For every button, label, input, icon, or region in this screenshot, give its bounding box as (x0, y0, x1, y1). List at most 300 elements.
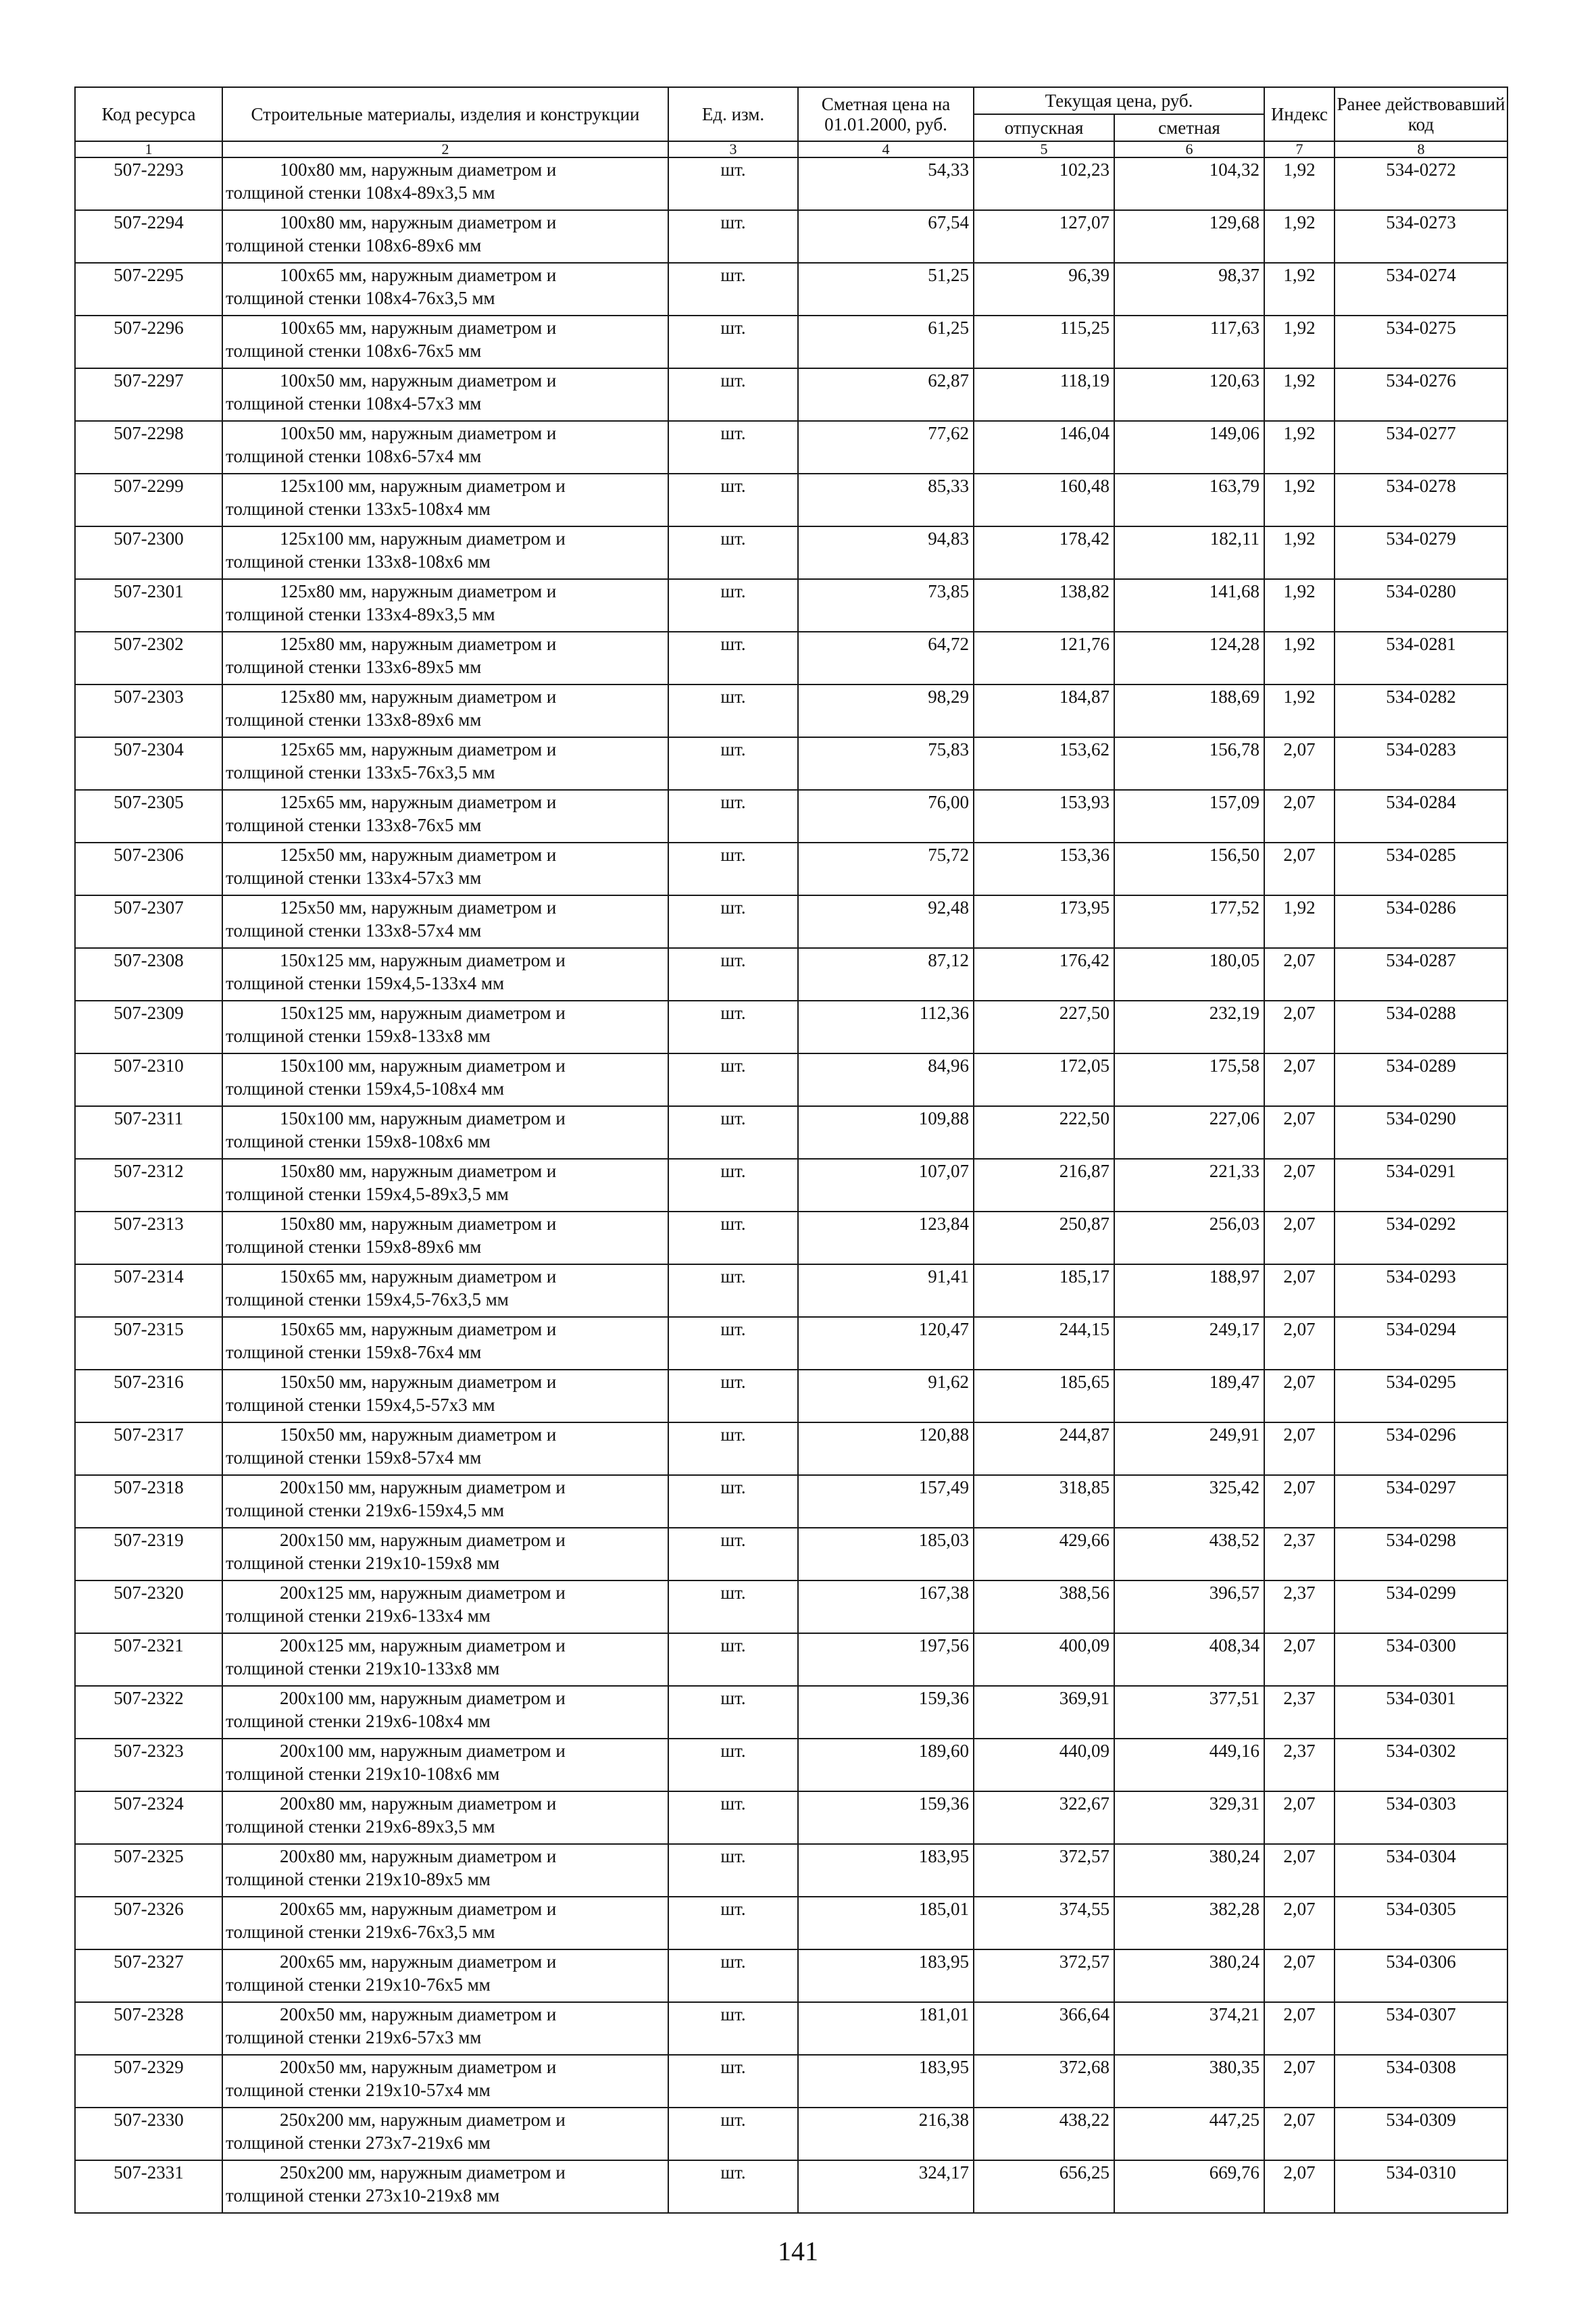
unit-of-measure: шт. (668, 737, 798, 790)
resource-code: 507-2300 (75, 526, 222, 579)
description-line-2: толщиной стенки 219х10-76х5 мм (226, 1974, 491, 1995)
material-description (222, 1212, 668, 1264)
price-index: 2,37 (1264, 1686, 1335, 1739)
material-description (222, 1791, 668, 1844)
table-row (75, 948, 1507, 1001)
price-index: 2,07 (1264, 2002, 1335, 2055)
price-index: 2,07 (1264, 843, 1335, 895)
unit-of-measure: шт. (668, 1370, 798, 1422)
resource-code: 507-2321 (75, 1633, 222, 1686)
base-price: 189,60 (798, 1739, 974, 1791)
material-description (222, 895, 668, 948)
old-code: 534-0277 (1335, 421, 1507, 474)
current-release-price: 438,22 (974, 2108, 1114, 2160)
material-description (222, 737, 668, 790)
current-estimate-price: 149,06 (1114, 421, 1264, 474)
description-line-1: 125х100 мм, наружным диаметром и (280, 476, 566, 496)
current-release-price: 369,91 (974, 1686, 1114, 1739)
description-line-1: 200х125 мм, наружным диаметром и (280, 1583, 566, 1603)
table-row (75, 421, 1507, 474)
resource-code: 507-2322 (75, 1686, 222, 1739)
description-line-2: толщиной стенки 159х4,5-76х3,5 мм (226, 1289, 509, 1310)
old-code: 534-0295 (1335, 1370, 1507, 1422)
base-price: 73,85 (798, 579, 974, 632)
base-price: 84,96 (798, 1053, 974, 1106)
material-description (222, 1739, 668, 1791)
material-description (222, 1159, 668, 1212)
description-line-2: толщиной стенки 219х6-76х3,5 мм (226, 1922, 495, 1942)
resource-code: 507-2316 (75, 1370, 222, 1422)
price-index: 2,07 (1264, 1264, 1335, 1317)
old-code: 534-0308 (1335, 2055, 1507, 2108)
description-line-1: 125х65 мм, наружным диаметром и (280, 739, 557, 760)
price-index: 2,37 (1264, 1580, 1335, 1633)
material-description (222, 1106, 668, 1159)
current-estimate-price: 249,17 (1114, 1317, 1264, 1370)
unit-of-measure: шт. (668, 1422, 798, 1475)
current-release-price: 656,25 (974, 2160, 1114, 2213)
current-release-price: 322,67 (974, 1791, 1114, 1844)
old-code: 534-0301 (1335, 1686, 1507, 1739)
current-estimate-price: 104,32 (1114, 157, 1264, 210)
current-estimate-price: 377,51 (1114, 1686, 1264, 1739)
old-code: 534-0280 (1335, 579, 1507, 632)
old-code: 534-0300 (1335, 1633, 1507, 1686)
unit-of-measure: шт. (668, 1897, 798, 1949)
current-release-price: 372,57 (974, 1949, 1114, 2002)
resource-code: 507-2326 (75, 1897, 222, 1949)
current-release-price: 173,95 (974, 895, 1114, 948)
current-estimate-price: 98,37 (1114, 263, 1264, 316)
old-code: 534-0274 (1335, 263, 1507, 316)
header-old-code: Ранее действовавший код (1335, 87, 1507, 141)
resource-code: 507-2324 (75, 1791, 222, 1844)
description-line-1: 125х50 мм, наружным диаметром и (280, 897, 557, 918)
table-body (75, 157, 1507, 2213)
current-estimate-price: 380,24 (1114, 1844, 1264, 1897)
table-row (75, 1475, 1507, 1528)
material-description (222, 1264, 668, 1317)
column-number: 3 (668, 141, 798, 157)
description-line-1: 150х80 мм, наружным диаметром и (280, 1161, 557, 1181)
unit-of-measure: шт. (668, 1106, 798, 1159)
unit-of-measure: шт. (668, 1317, 798, 1370)
table-row (75, 210, 1507, 263)
unit-of-measure: шт. (668, 1528, 798, 1580)
header-current-estimate: сметная (1114, 114, 1264, 141)
unit-of-measure: шт. (668, 2160, 798, 2213)
description-line-1: 125х100 мм, наружным диаметром и (280, 528, 566, 549)
old-code: 534-0294 (1335, 1317, 1507, 1370)
description-line-1: 150х50 мм, наружным диаметром и (280, 1372, 557, 1392)
resource-code: 507-2295 (75, 263, 222, 316)
current-estimate-price: 189,47 (1114, 1370, 1264, 1422)
column-number: 2 (222, 141, 668, 157)
current-estimate-price: 182,11 (1114, 526, 1264, 579)
base-price: 123,84 (798, 1212, 974, 1264)
table-row (75, 1159, 1507, 1212)
current-estimate-price: 188,97 (1114, 1264, 1264, 1317)
old-code: 534-0307 (1335, 2002, 1507, 2055)
material-description (222, 368, 668, 421)
description-line-1: 100х65 мм, наружным диаметром и (280, 265, 557, 285)
resource-code: 507-2315 (75, 1317, 222, 1370)
table-row (75, 1317, 1507, 1370)
description-line-2: толщиной стенки 159х8-108х6 мм (226, 1131, 491, 1151)
unit-of-measure: шт. (668, 1686, 798, 1739)
resource-code: 507-2297 (75, 368, 222, 421)
price-index: 2,07 (1264, 1317, 1335, 1370)
description-line-2: толщиной стенки 108х4-89х3,5 мм (226, 182, 495, 203)
old-code: 534-0297 (1335, 1475, 1507, 1528)
resource-code: 507-2319 (75, 1528, 222, 1580)
unit-of-measure: шт. (668, 157, 798, 210)
description-line-1: 150х125 мм, наружным диаметром и (280, 1003, 566, 1023)
old-code: 534-0288 (1335, 1001, 1507, 1053)
current-release-price: 153,93 (974, 790, 1114, 843)
current-release-price: 400,09 (974, 1633, 1114, 1686)
description-line-1: 125х80 мм, наружным диаметром и (280, 634, 557, 654)
header-current-release: отпускная (974, 114, 1114, 141)
old-code: 534-0283 (1335, 737, 1507, 790)
resource-code: 507-2308 (75, 948, 222, 1001)
column-number: 6 (1114, 141, 1264, 157)
old-code: 534-0272 (1335, 157, 1507, 210)
description-line-2: толщиной стенки 219х10-57х4 мм (226, 2080, 491, 2100)
current-estimate-price: 117,63 (1114, 316, 1264, 368)
base-price: 159,36 (798, 1791, 974, 1844)
old-code: 534-0278 (1335, 474, 1507, 526)
header-base-price: Сметная цена на 01.01.2000, руб. (798, 87, 974, 141)
current-estimate-price: 124,28 (1114, 632, 1264, 684)
current-estimate-price: 396,57 (1114, 1580, 1264, 1633)
table-row (75, 157, 1507, 210)
price-index: 2,07 (1264, 790, 1335, 843)
base-price: 107,07 (798, 1159, 974, 1212)
old-code: 534-0302 (1335, 1739, 1507, 1791)
current-release-price: 366,64 (974, 2002, 1114, 2055)
price-index: 2,07 (1264, 1106, 1335, 1159)
description-line-1: 250х200 мм, наружным диаметром и (280, 2110, 566, 2130)
old-code: 534-0279 (1335, 526, 1507, 579)
unit-of-measure: шт. (668, 1844, 798, 1897)
price-index: 2,07 (1264, 1791, 1335, 1844)
description-line-2: толщиной стенки 133х4-89х3,5 мм (226, 604, 495, 624)
current-estimate-price: 141,68 (1114, 579, 1264, 632)
unit-of-measure: шт. (668, 843, 798, 895)
resource-code: 507-2301 (75, 579, 222, 632)
old-code: 534-0275 (1335, 316, 1507, 368)
current-release-price: 318,85 (974, 1475, 1114, 1528)
current-estimate-price: 163,79 (1114, 474, 1264, 526)
material-description (222, 579, 668, 632)
current-release-price: 176,42 (974, 948, 1114, 1001)
description-line-1: 100х80 мм, наружным диаметром и (280, 212, 557, 232)
base-price: 94,83 (798, 526, 974, 579)
material-description (222, 2055, 668, 2108)
old-code: 534-0289 (1335, 1053, 1507, 1106)
page-number: 141 (778, 2236, 818, 2266)
resource-code: 507-2303 (75, 684, 222, 737)
table-row (75, 474, 1507, 526)
resource-code: 507-2298 (75, 421, 222, 474)
unit-of-measure: шт. (668, 1475, 798, 1528)
current-estimate-price: 374,21 (1114, 2002, 1264, 2055)
description-line-2: толщиной стенки 133х8-108х6 мм (226, 551, 491, 572)
base-price: 85,33 (798, 474, 974, 526)
table-row (75, 1949, 1507, 2002)
table-row (75, 1370, 1507, 1422)
current-estimate-price: 382,28 (1114, 1897, 1264, 1949)
price-index: 2,07 (1264, 1422, 1335, 1475)
current-release-price: 121,76 (974, 632, 1114, 684)
resource-code: 507-2329 (75, 2055, 222, 2108)
description-line-2: толщиной стенки 133х4-57х3 мм (226, 868, 482, 888)
description-line-1: 250х200 мм, наружным диаметром и (280, 2162, 566, 2183)
price-index: 1,92 (1264, 474, 1335, 526)
header-current-price: Текущая цена, руб. (974, 87, 1264, 114)
price-index: 1,92 (1264, 421, 1335, 474)
description-line-1: 200х125 мм, наружным диаметром и (280, 1635, 566, 1656)
current-estimate-price: 232,19 (1114, 1001, 1264, 1053)
current-release-price: 216,87 (974, 1159, 1114, 1212)
description-line-1: 200х50 мм, наружным диаметром и (280, 2004, 557, 2024)
current-release-price: 244,87 (974, 1422, 1114, 1475)
current-estimate-price: 188,69 (1114, 684, 1264, 737)
material-description (222, 843, 668, 895)
resource-code: 507-2302 (75, 632, 222, 684)
resource-code: 507-2314 (75, 1264, 222, 1317)
current-estimate-price: 380,24 (1114, 1949, 1264, 2002)
current-estimate-price: 120,63 (1114, 368, 1264, 421)
current-estimate-price: 227,06 (1114, 1106, 1264, 1159)
base-price: 75,72 (798, 843, 974, 895)
material-description (222, 632, 668, 684)
table-row (75, 1580, 1507, 1633)
price-index: 2,07 (1264, 737, 1335, 790)
material-description (222, 1686, 668, 1739)
material-description (222, 2108, 668, 2160)
price-index: 1,92 (1264, 368, 1335, 421)
price-index: 2,07 (1264, 1897, 1335, 1949)
material-description (222, 1897, 668, 1949)
description-line-1: 150х100 мм, наружным диаметром и (280, 1108, 566, 1128)
old-code: 534-0284 (1335, 790, 1507, 843)
description-line-2: толщиной стенки 108х6-89х6 мм (226, 235, 482, 255)
header-index: Индекс (1264, 87, 1335, 141)
table-row (75, 1686, 1507, 1739)
current-estimate-price: 177,52 (1114, 895, 1264, 948)
base-price: 51,25 (798, 263, 974, 316)
column-number: 7 (1264, 141, 1335, 157)
old-code: 534-0290 (1335, 1106, 1507, 1159)
material-description (222, 1370, 668, 1422)
price-index: 1,92 (1264, 526, 1335, 579)
description-line-2: толщиной стенки 159х8-57х4 мм (226, 1447, 482, 1468)
unit-of-measure: шт. (668, 1159, 798, 1212)
table-row (75, 263, 1507, 316)
current-estimate-price: 156,78 (1114, 737, 1264, 790)
old-code: 534-0276 (1335, 368, 1507, 421)
material-description (222, 684, 668, 737)
current-estimate-price: 447,25 (1114, 2108, 1264, 2160)
table-row (75, 316, 1507, 368)
description-line-1: 200х50 мм, наружным диаметром и (280, 2057, 557, 2077)
table-row (75, 790, 1507, 843)
current-release-price: 185,17 (974, 1264, 1114, 1317)
resource-code: 507-2307 (75, 895, 222, 948)
current-release-price: 172,05 (974, 1053, 1114, 1106)
description-line-2: толщиной стенки 159х4,5-108х4 мм (226, 1078, 505, 1099)
price-index: 1,92 (1264, 157, 1335, 210)
unit-of-measure: шт. (668, 2055, 798, 2108)
description-line-1: 150х125 мм, наружным диаметром и (280, 950, 566, 970)
unit-of-measure: шт. (668, 1739, 798, 1791)
base-price: 112,36 (798, 1001, 974, 1053)
price-index: 2,07 (1264, 1844, 1335, 1897)
description-line-1: 200х65 мм, наружным диаметром и (280, 1899, 557, 1919)
current-release-price: 153,62 (974, 737, 1114, 790)
current-release-price: 146,04 (974, 421, 1114, 474)
description-line-2: толщиной стенки 273х7-219х6 мм (226, 2133, 491, 2153)
description-line-2: толщиной стенки 108х4-57х3 мм (226, 393, 482, 414)
resource-code: 507-2296 (75, 316, 222, 368)
current-estimate-price: 449,16 (1114, 1739, 1264, 1791)
base-price: 216,38 (798, 2108, 974, 2160)
table-row (75, 1422, 1507, 1475)
material-description (222, 157, 668, 210)
old-code: 534-0285 (1335, 843, 1507, 895)
base-price: 183,95 (798, 2055, 974, 2108)
description-line-1: 150х65 мм, наружным диаметром и (280, 1266, 557, 1287)
description-line-2: толщиной стенки 108х6-76х5 мм (226, 341, 482, 361)
material-description (222, 1633, 668, 1686)
table-row (75, 684, 1507, 737)
description-line-1: 200х150 мм, наружным диаметром и (280, 1530, 566, 1550)
base-price: 76,00 (798, 790, 974, 843)
description-line-2: толщиной стенки 133х8-57х4 мм (226, 920, 482, 941)
base-price: 167,38 (798, 1580, 974, 1633)
unit-of-measure: шт. (668, 2002, 798, 2055)
table-row (75, 1528, 1507, 1580)
old-code: 534-0291 (1335, 1159, 1507, 1212)
base-price: 181,01 (798, 2002, 974, 2055)
description-line-2: толщиной стенки 159х8-89х6 мм (226, 1237, 482, 1257)
base-price: 67,54 (798, 210, 974, 263)
price-index: 2,07 (1264, 1370, 1335, 1422)
table-row (75, 1212, 1507, 1264)
current-estimate-price: 380,35 (1114, 2055, 1264, 2108)
current-estimate-price: 329,31 (1114, 1791, 1264, 1844)
base-price: 54,33 (798, 157, 974, 210)
old-code: 534-0292 (1335, 1212, 1507, 1264)
table-row (75, 1739, 1507, 1791)
description-line-2: толщиной стенки 273х10-219х8 мм (226, 2185, 500, 2206)
table-row (75, 2002, 1507, 2055)
resource-code: 507-2293 (75, 157, 222, 210)
description-line-2: толщиной стенки 133х5-76х3,5 мм (226, 762, 495, 782)
current-estimate-price: 175,58 (1114, 1053, 1264, 1106)
current-release-price: 115,25 (974, 316, 1114, 368)
description-line-2: толщиной стенки 159х4,5-57х3 мм (226, 1395, 495, 1415)
price-table (74, 86, 1508, 2214)
description-line-2: толщиной стенки 219х10-108х6 мм (226, 1764, 500, 1784)
table-row (75, 1001, 1507, 1053)
base-price: 77,62 (798, 421, 974, 474)
description-line-1: 200х150 мм, наружным диаметром и (280, 1477, 566, 1497)
old-code: 534-0310 (1335, 2160, 1507, 2213)
unit-of-measure: шт. (668, 1264, 798, 1317)
old-code: 534-0309 (1335, 2108, 1507, 2160)
current-release-price: 118,19 (974, 368, 1114, 421)
base-price: 183,95 (798, 1949, 974, 2002)
current-estimate-price: 221,33 (1114, 1159, 1264, 1212)
unit-of-measure: шт. (668, 474, 798, 526)
current-release-price: 96,39 (974, 263, 1114, 316)
description-line-2: толщиной стенки 133х8-89х6 мм (226, 710, 482, 730)
description-line-1: 100х50 мм, наружным диаметром и (280, 370, 557, 391)
description-line-2: толщиной стенки 219х6-89х3,5 мм (226, 1816, 495, 1837)
description-line-2: толщиной стенки 159х4,5-133х4 мм (226, 973, 505, 993)
description-line-1: 150х80 мм, наружным диаметром и (280, 1214, 557, 1234)
base-price: 61,25 (798, 316, 974, 368)
current-release-price: 160,48 (974, 474, 1114, 526)
old-code: 534-0305 (1335, 1897, 1507, 1949)
material-description (222, 1580, 668, 1633)
material-description (222, 1001, 668, 1053)
unit-of-measure: шт. (668, 2108, 798, 2160)
unit-of-measure: шт. (668, 526, 798, 579)
material-description (222, 1475, 668, 1528)
description-line-2: толщиной стенки 219х10-89х5 мм (226, 1869, 491, 1889)
unit-of-measure: шт. (668, 895, 798, 948)
old-code: 534-0306 (1335, 1949, 1507, 2002)
resource-code: 507-2320 (75, 1580, 222, 1633)
base-price: 75,83 (798, 737, 974, 790)
unit-of-measure: шт. (668, 1001, 798, 1053)
table-row (75, 579, 1507, 632)
unit-of-measure: шт. (668, 421, 798, 474)
description-line-2: толщиной стенки 133х5-108х4 мм (226, 499, 491, 519)
old-code: 534-0303 (1335, 1791, 1507, 1844)
base-price: 64,72 (798, 632, 974, 684)
price-index: 1,92 (1264, 316, 1335, 368)
table-row (75, 1633, 1507, 1686)
base-price: 109,88 (798, 1106, 974, 1159)
description-line-2: толщиной стенки 219х6-108х4 мм (226, 1711, 491, 1731)
table-row (75, 1897, 1507, 1949)
price-index: 2,07 (1264, 1949, 1335, 2002)
base-price: 324,17 (798, 2160, 974, 2213)
material-description (222, 474, 668, 526)
description-line-1: 125х65 мм, наружным диаметром и (280, 792, 557, 812)
description-line-1: 125х50 мм, наружным диаметром и (280, 845, 557, 865)
table-row (75, 632, 1507, 684)
description-line-2: толщиной стенки 219х6-133х4 мм (226, 1605, 491, 1626)
old-code: 534-0304 (1335, 1844, 1507, 1897)
unit-of-measure: шт. (668, 316, 798, 368)
base-price: 91,62 (798, 1370, 974, 1422)
price-index: 2,07 (1264, 1001, 1335, 1053)
price-index: 2,07 (1264, 1212, 1335, 1264)
table-row (75, 737, 1507, 790)
current-release-price: 184,87 (974, 684, 1114, 737)
old-code: 534-0298 (1335, 1528, 1507, 1580)
description-line-1: 125х80 мм, наружным диаметром и (280, 687, 557, 707)
unit-of-measure: шт. (668, 1633, 798, 1686)
description-line-1: 200х80 мм, наружным диаметром и (280, 1846, 557, 1866)
material-description (222, 263, 668, 316)
